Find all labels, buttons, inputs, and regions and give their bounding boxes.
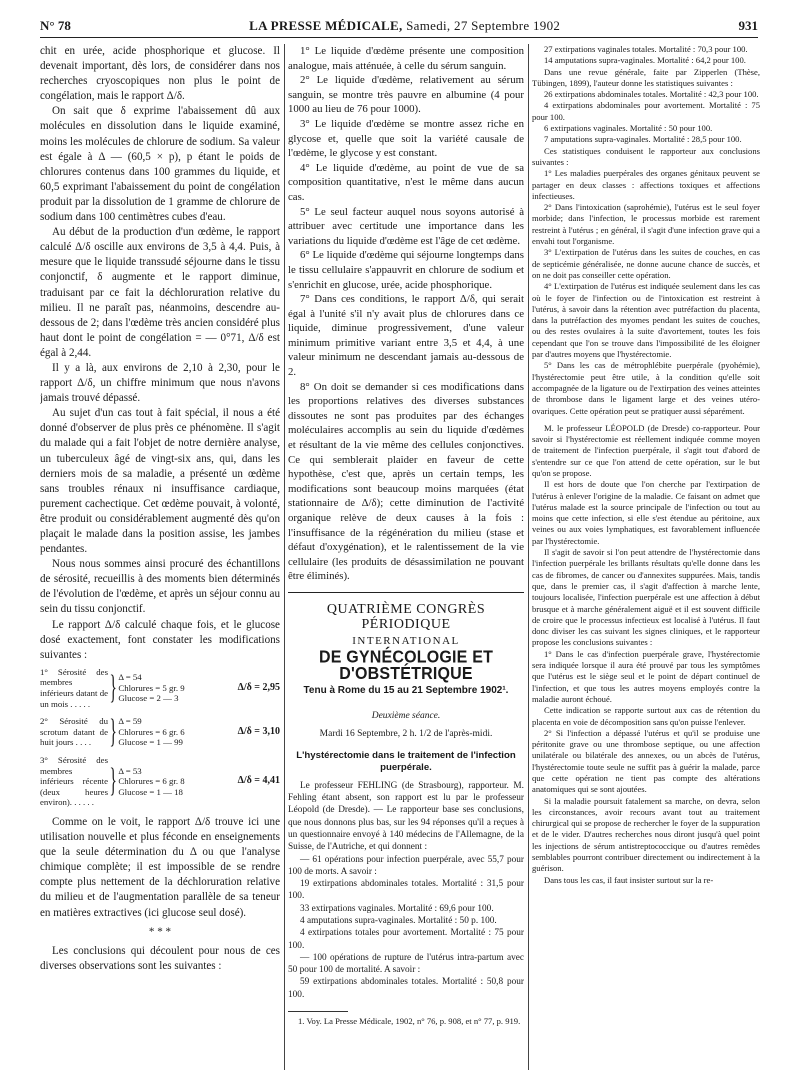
column-2 [288, 44, 524, 1027]
paragraph: — 100 opérations de rupture de l'utérus intra-partum avec 50 pour 100 de mortalité. A savoir : [288, 952, 524, 976]
serosity-values [118, 766, 186, 798]
paragraph: Les conclusions qui découlent pour nous de ces diverses observations sont les suivantes : [40, 944, 280, 972]
paragraph: Il est hors de doute que l'on cherche par l'extirpation de l'utérus à enlever l'origine de la maladie. Ce faisant on admet que l'utérus malade est la source principale de l'infection ou tout au moins que cette infection, si elle s'est étendue au péritoine, aux veines ou aux voies lymphatiques, est favorablement influencée par l'hystérectomie. [532, 479, 760, 546]
serosity-values [118, 672, 186, 704]
paragraph: M. le professeur LÉOPOLD (de Dresde) co-rapporteur. Pour savoir si l'hystérectomie est réellement indiquée comme moyen de traitement de l'infection puerpérale, il s'agit tout d'abord de s'entendre sur ce que l'on attend de cette opération, sur le but qu'on se propose. [532, 422, 760, 478]
paragraph: 6 extirpations vaginales. Mortalité : 50 pour 100. [544, 123, 713, 134]
paragraph: Nous nous sommes ainsi procuré des échantillons de sérosité, recueillis à des moments bien déterminés de l'évolution de l'œdème, et après un séjour connu au sein du tissu conjonctif. [40, 558, 280, 616]
paragraph: Il s'agit de savoir si l'on peut attendre de l'hystérectomie dans l'infection puerpérale les brillants résultats qu'elle donne dans les cas de fibromes, de cancer ou d'annexites suppurées. Mais, tandis que, dans le premier cas, il s'agit d'affection à marche lente, toujours localisée, l'infection puerpérale est une affection à début brusque et à marche généralement aiguë et il est souvent difficile de croire que le processus infectieux est localisé à l'utérus. Il faut donc diviser les cas suivant les signes cliniques, et le rapporteur propose les conclusions suivantes : [532, 547, 760, 648]
ratio-value: Δ/δ = 3,10 [237, 725, 280, 737]
column-1 [40, 44, 280, 974]
paragraph: Dans tous les cas, il faut insister surtout sur la re- [544, 874, 714, 885]
paragraph: 1° Les maladies puerpérales des organes génitaux peuvent se partager en deux classes : affections toxiques et affections infectieuses. [532, 168, 760, 201]
conclusion-8: 8° On doit se demander si ces modifications dans les proportions relatives des diverses substances dissoutes ne sont pas produites par des échanges moléculaires accomplis au sein du liquide d'œdèmes et résultant de la vie même des cellules conjonctives. Ce qui semblerait plaider en faveur de cette hypothèse, c'est que, après un certain temps, les modifications sont beaucoup moins marquées (état stationnaire de Δ/δ); cette diminution de l'activité organique relève de deux causes à la fois : l'insuffisance de la régénération du milieu (stase et défaut d'oxygénation), et le ralentissement de la vie cellulaire (les produits de désassimilation ne pouvant être éliminés). [288, 380, 524, 583]
paragraph: Au sujet d'un cas tout à fait spécial, il nous a été donné d'observer de plus près ce phénomène. Il s'agit du malade qui a fait l'objet de notre dernière analyse, un tuberculeux âgé de vingt-six ans, qui, dans les derniers mois de sa maladie, a présenté un œdème sans troubles rénaux ni insuffisance cardiaque, purement cachectique. Cet œdème pouvait, à volonté, être produit ou considérablement augmenté dès qu'on plaçait le malade dans la position assise, les jambes pendantes. [40, 407, 280, 556]
conclusion-7: 7° Dans ces conditions, le rapport Δ/δ, qui serait égal à l'unité s'il n'y avait plus de chlorures dans ce liquide, diminue progressivement, d'une valeur minimum primitive variant entre 3,5 et 4,4, à une valeur minimum ne descendant jamais au-dessous de 2. [288, 293, 524, 379]
serosity-row [40, 755, 280, 808]
chlorures-value: Chlorures = 5 gr. 9 [118, 682, 185, 693]
column-rule [528, 44, 529, 1070]
footnote-rule [288, 1011, 348, 1012]
article-subtitle: L'hystérectomie dans le traitement de l'infection puerpérale. [296, 749, 516, 773]
page-number: 931 [738, 18, 758, 33]
issue-number: N° 78 [40, 18, 71, 33]
chlorures-value: Chlorures = 6 gr. 6 [118, 726, 185, 737]
conclusion-3: 3° Le liquide d'œdème se montre assez riche en glycose et, quelle que soit la variété causale de l'œdème, le glycose y est constant. [288, 117, 524, 160]
congress-title-line1: QUATRIÈME CONGRÈS PÉRIODIQUE [326, 601, 486, 632]
paragraph: On sait que δ exprime l'abaissement dû aux molécules en dissolution dans le liquide examiné, moins les molécules de chlorure de sodium. Sa valeur est égale à Δ — (60,5 × p), p étant le poids de chlorures contenus dans 100 grammes du liquide, et 60,5 exprimant l'abaissement du point de congélation produit par la dissolution de 1 gramme de chlorure de sodium dans 100 centimètres cubes d'eau. [40, 105, 280, 224]
paragraph: Comme on le voit, le rapport Δ/δ trouve ici une utilisation nouvelle et plus féconde en enseignements que la seule détermination du Δ ou que l'analyse chimique complète; il est impossible de se rendre compte plus nettement de la déchloruration relative du milieu et de l'augmentation parallèle de sa teneur en matières extractives (ici glucose seul dosé). [40, 815, 280, 919]
serosity-label: 2° Sérosité du scrotum datant de huit jours . . . . [40, 716, 108, 748]
section-stars: * * * [148, 925, 172, 938]
footnote: 1. Voy. La Presse Médicale, 1902, n° 76, p. 908, et n° 77, p. 919. [298, 1016, 521, 1027]
paragraph: Le rapport Δ/δ calculé chaque fois, et le glucose dosé exactement, font constater les modifications suivantes : [40, 618, 280, 661]
paragraph: Il y a là, aux environs de 2,10 à 2,30, pour le rapport Δ/δ, un chiffre minimum que nous n'avons jamais trouvé dépassé. [40, 361, 280, 405]
glucose-value: Glucose = 1 — 99 [118, 737, 183, 748]
congress-dates: Tenu à Rome du 15 au 21 Septembre 1902¹. [303, 684, 509, 696]
running-title [249, 18, 560, 34]
paragraph: 7 amputations supra-vaginales. Mortalité : 28,5 pour 100. [544, 134, 742, 145]
paragraph: 19 extirpations abdominales totales. Mortalité : 31,5 pour 100. [288, 879, 524, 902]
glucose-value: Glucose = 2 — 3 [118, 693, 179, 704]
delta-value: Δ = 59 [118, 716, 142, 727]
report-body [288, 780, 524, 1001]
serosity-row [40, 713, 280, 751]
journal-name: LA PRESSE MÉDICALE, [249, 18, 403, 33]
paragraph: Ces statistiques conduisent le rapporteur aux conclusions suivantes : [532, 145, 760, 167]
issue-date: Samedi, 27 Septembre 1902 [406, 18, 561, 33]
paragraph: Le professeur FEHLING (de Strasbourg), rapporteur. M. Fehling étant absent, son rapport est lu par le professeur Léopold (de Dresde). — Le rapporteur base ses conclusions, que nous donnons plus bas, sur les 94 réponses qu'il a reçues à un questionnaire envoyé à 140 médecins de l'Allemagne, de la Suisse, de l'Autriche, et qui donnent : [288, 780, 524, 853]
brace: } [109, 762, 117, 800]
paragraph: 5° Dans les cas de métrophlébite puerpérale (pyohémie), l'hystérectomie peut être utile, à la condition qu'elle soit accompagnée de la ligature ou de l'extirpation des veines atteintes de thrombose dans le ligament large et des veines utéro-ovariques. Cette opération peut se pratiquer aussi séparément. [532, 360, 760, 416]
paragraph: chit en urée, acide phosphorique et glucose. Il devenait important, dès lors, de considérer dans nos recherches cryoscopiques non plus le point de congélation, mais le rapport Δ/δ. [40, 45, 280, 103]
paragraph: 33 extirpations vaginales. Mortalité : 69,6 pour 100. [300, 903, 494, 914]
paragraph: 14 amputations supra-vaginales. Mortalité : 64,2 pour 100. [544, 55, 746, 66]
chlorures-value: Chlorures = 6 gr. 8 [118, 776, 185, 787]
paragraph: 4 amputations supra-vaginales. Mortalité : 50 p. 100. [300, 915, 497, 926]
conclusion-5: 5° Le seul facteur auquel nous soyons autorisé à attribuer avec certitude une importance dans les variations du liquide d'œdème est l'âge de cet œdème. [288, 205, 524, 247]
paragraph: 2° Dans l'intoxication (saprohémie), l'utérus est le seul foyer morbide; dans l'infection, le processus morbide est rarement restreint à l'utérus ; en général, il s'agit d'une infection grave qui a envahi tout l'organisme. [532, 202, 760, 247]
paragraph: 26 extirpations abdominales totales. Mortalité : 42,3 pour 100. [544, 89, 759, 100]
paragraph: 4° L'extirpation de l'utérus est indiquée seulement dans les cas où le foyer de l'infection ou de l'intoxication est restreint à l'utérus, à savoir dans la rétention avec putréfaction du placenta, dans la putréfaction des myomes pendant les suites de couches, ou des restes ovulaires à la suite d'avortement, toutes les fois cependant que l'on se trouve dans l'impossibilité de les éloigner par d'autres moyens que l'hystérectomie. [532, 281, 760, 360]
congress-title-line2: INTERNATIONAL [352, 635, 460, 648]
paragraph: Au début de la production d'un œdème, le rapport calculé Δ/δ oscille aux environs de 3,5 à 4,4. Puis, à mesure que le liquide transsudé séjourne dans le tissu conjonctif, δ augmente et le rapport diminue, traduisant par ce fait la déchloruration relative du milieu. Il ne paraît pas, néanmoins, descendre au-dessous de 2; dans l'œdème très ancien considéré plus haut dont le point de congélation = — 0°71, Δ/δ est égal à 2,44. [40, 226, 280, 359]
brace: } [109, 713, 117, 751]
conclusion-6: 6° Le liquide d'œdème qui séjourne longtemps dans le tissu cellulaire s'appauvrit en chlorure de sodium et s'enrichit en glucose, urée, acide phosphorique. [288, 249, 524, 291]
serosity-row [40, 667, 280, 709]
brace: } [109, 669, 117, 707]
conclusion-2: 2° Le liquide d'œdème, relativement au sérum sanguin, se montre très pauvre en albumine (4 pour 1000 au lieu de 76 pour 1000). [288, 74, 524, 116]
ratio-value: Δ/δ = 4,41 [237, 775, 280, 787]
paragraph: 59 extirpations abdominales totales. Mortalité : 50,8 pour 100. [288, 977, 524, 1000]
session-title: Deuxième séance. [371, 710, 441, 721]
paragraph: 3° L'extirpation de l'utérus dans les suites de couches, en cas de septicémie généralisée, ne donne aucune chance de succès, et on ne doit pas conseiller cette opération. [532, 247, 760, 280]
paragraph: Si la maladie poursuit fatalement sa marche, on devra, selon les circonstances, avoir recours avant tout au traitement chirurgical qui se propose de rechercher le foyer de la suppuration et de le vider. D'autres recherches nous diront jusqu'à quel point les injections de sérum antistreptococcique ou d'autres remèdes semblables pourront contribuer directement ou indirectement à la guérison. [532, 795, 760, 874]
column-rule [284, 44, 285, 1070]
page-header [40, 14, 758, 38]
session-date: Mardi 16 Septembre, 2 h. 1/2 de l'après-midi. [319, 729, 493, 740]
paragraph: 27 extirpations vaginales totales. Mortalité : 70,3 pour 100. [544, 44, 748, 54]
paragraph: 2° Si l'infection a dépassé l'utérus et qu'il se produise une péritonite grave ou une thrombose septique, ou une affection unilatérale ou bilatérale des annexes, ou un abcès de l'utérus, l'hystérectomie toute seule ne suffit pas à guérir la malade, parce que cette opération ne tient pas compte des altérations anatomiques qui se sont ajoutées. [532, 727, 760, 795]
conclusion-1: 1° Le liquide d'œdème présente une composition analogue, mais atténuée, à celle du sérum sanguin. [288, 45, 524, 72]
paragraph: 4 extirpations abdominales pour avortement. Mortalité : 75 pour 100. [532, 100, 760, 122]
delta-value: Δ = 53 [118, 765, 142, 776]
conclusion-4: 4° Le liquide d'œdème, au point de vue de sa composition quantitative, n'est le même dans aucun cas. [288, 161, 524, 203]
paragraph: Cette indication se rapporte surtout aux cas de rétention du placenta en voie de décomposition sans qu'on puisse l'enlever. [532, 705, 760, 727]
paragraph: 1° Dans le cas d'infection puerpérale grave, l'hystérectomie sera indiquée lorsque il aura été prouvé par tous les symptômes que l'utérus est le siège seul et le point de départ continuel de l'infection, et que tous les autres moyens employés contre la maladie auront échoué. [532, 648, 760, 704]
paragraph: Dans une revue générale, faite par Zipperlen (Thèse, Tübingen, 1899), l'auteur donne les statistiques suivantes : [532, 66, 760, 88]
column-3 [532, 44, 760, 886]
congress-title-line3: DE GYNÉCOLOGIE ET D'OBSTÉTRIQUE [318, 648, 494, 683]
serosity-values [118, 716, 186, 748]
section-rule [288, 592, 524, 593]
paragraph: 4 extirpations totales pour avortement. Mortalité : 75 pour 100. [288, 928, 524, 951]
serosity-label: 1° Sérosité des membres inférieurs datant de un mois . . . . . [40, 666, 108, 709]
paragraph: — 61 opérations pour infection puerpérale, avec 55,7 pour 100 de morts. A savoir : [288, 854, 524, 877]
serosity-label: 3° Sérosité des membres inférieurs récente (deux heures environ). . . . . . [40, 755, 108, 808]
ratio-value: Δ/δ = 2,95 [237, 681, 280, 693]
glucose-value: Glucose = 1 — 18 [118, 786, 183, 797]
delta-value: Δ = 54 [118, 672, 142, 683]
